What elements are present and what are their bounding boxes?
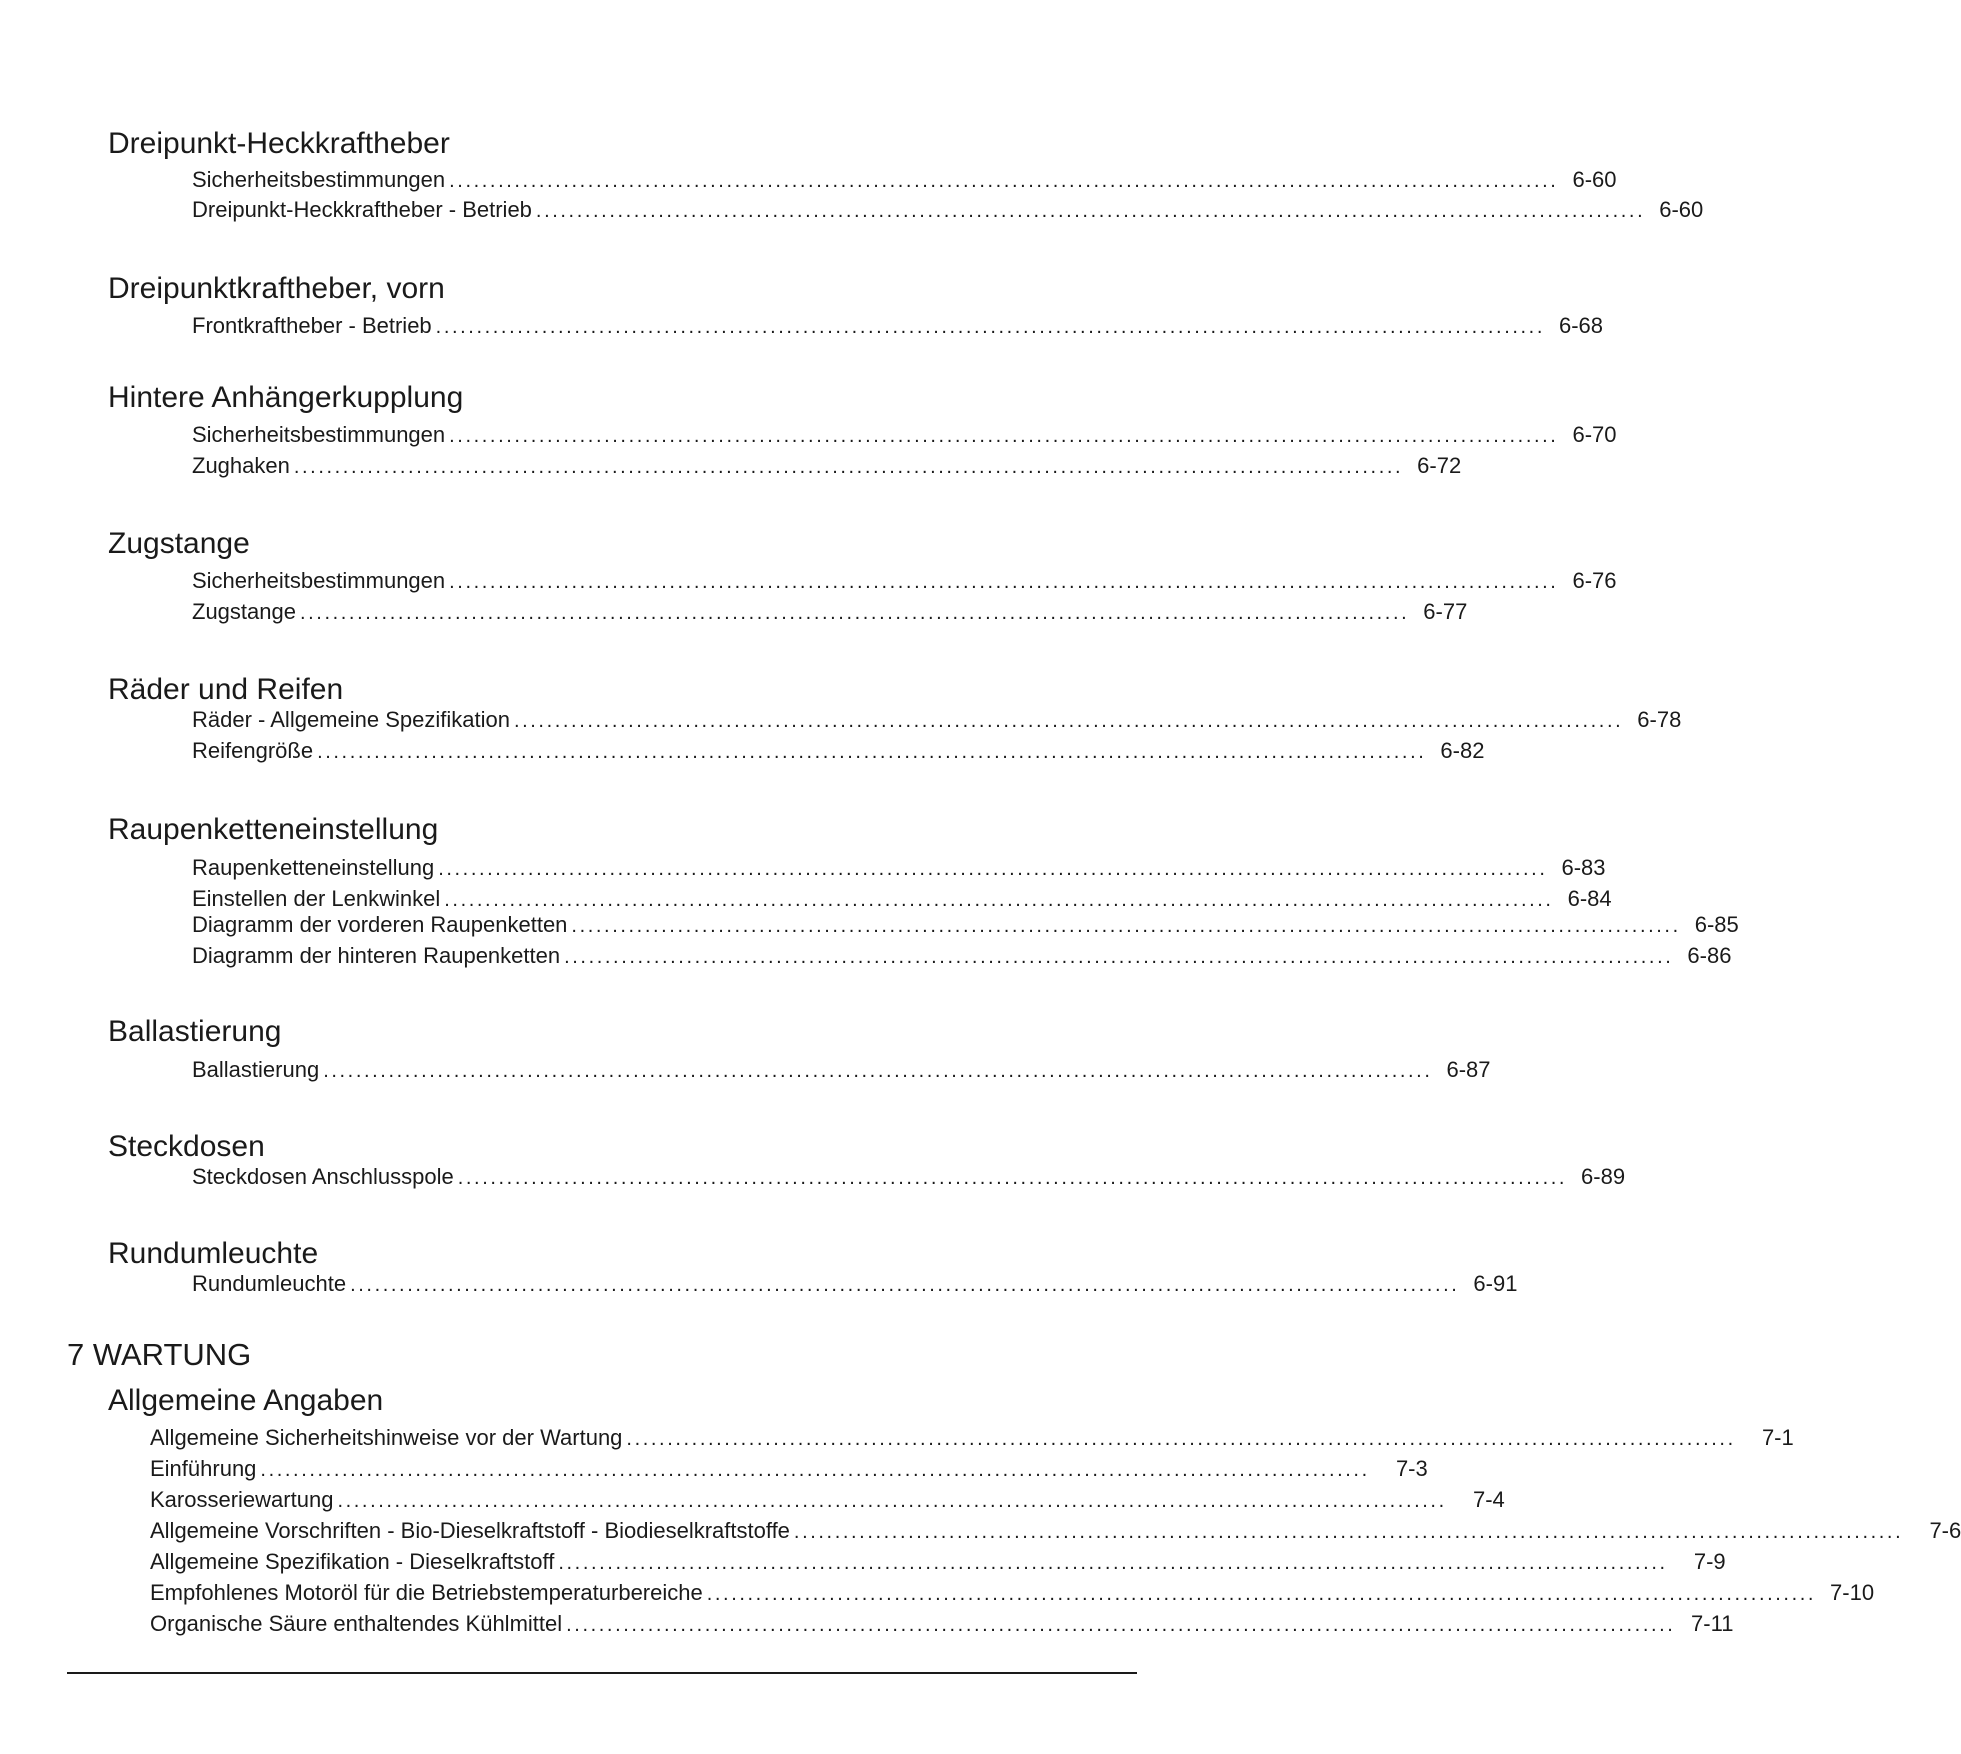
entry-label: Diagramm der hinteren Raupenketten bbox=[192, 943, 561, 968]
entry-page: 6-77 bbox=[1423, 599, 1468, 624]
dot-leader: ........................................................................................................................................ bbox=[558, 1552, 1668, 1574]
dot-leader: ........................................................................................................................................ bbox=[449, 571, 1559, 593]
entry-label: Diagramm der vorderen Raupenketten bbox=[192, 912, 568, 937]
toc-entry[interactable] bbox=[192, 453, 1462, 480]
section-heading: Hintere Anhängerkupplung bbox=[108, 381, 464, 414]
toc-entry[interactable] bbox=[192, 1271, 1518, 1298]
dot-leader: ........................................................................................................................................ bbox=[535, 200, 1646, 222]
entry-page: 7-4 bbox=[1472, 1487, 1505, 1512]
toc-entry[interactable] bbox=[192, 912, 1739, 939]
toc-entry[interactable] bbox=[150, 1487, 1505, 1514]
dot-leader: ........................................................................................................................................ bbox=[449, 425, 1559, 447]
dot-leader: ........................................................................................................................................ bbox=[317, 741, 1427, 763]
entry-label: Zugstange bbox=[192, 599, 296, 624]
entry-label: Empfohlenes Motoröl für die Betriebstemperaturbereiche bbox=[150, 1580, 703, 1605]
entry-page: 7-3 bbox=[1395, 1456, 1428, 1481]
dot-leader: ........................................................................................................................................ bbox=[564, 946, 1674, 968]
entry-label: Sicherheitsbestimmungen bbox=[192, 422, 446, 447]
entry-label: Organische Säure enthaltendes Kühlmittel bbox=[150, 1611, 563, 1636]
toc-entry[interactable] bbox=[192, 738, 1485, 765]
entry-label: Einführung bbox=[150, 1456, 257, 1481]
dot-leader: ........................................................................................................................................ bbox=[260, 1459, 1370, 1481]
section-heading: Ballastierung bbox=[108, 1015, 282, 1048]
dot-leader: ........................................................................................................................................ bbox=[299, 602, 1410, 624]
entry-label: Steckdosen Anschlusspole bbox=[192, 1164, 454, 1189]
dot-leader: ........................................................................................................................................ bbox=[626, 1428, 1736, 1450]
entry-page: 7-9 bbox=[1693, 1549, 1726, 1574]
toc-entry[interactable] bbox=[192, 943, 1732, 970]
section-heading: Raupenketteneinstellung bbox=[108, 813, 439, 846]
toc-entry[interactable] bbox=[192, 855, 1606, 882]
toc-entry[interactable] bbox=[150, 1580, 1875, 1607]
dot-leader: ........................................................................................................................................ bbox=[706, 1583, 1817, 1605]
dot-leader: ........................................................................................................................................ bbox=[571, 915, 1681, 937]
toc-entry[interactable] bbox=[150, 1456, 1428, 1483]
entry-page: 6-70 bbox=[1572, 422, 1617, 447]
entry-page: 7-11 bbox=[1691, 1611, 1734, 1636]
entry-page: 6-86 bbox=[1687, 943, 1732, 968]
section-heading: Dreipunktkraftheber, vorn bbox=[108, 272, 445, 305]
entry-page: 6-83 bbox=[1561, 855, 1606, 880]
toc-entry[interactable] bbox=[192, 707, 1682, 734]
entry-page: 6-78 bbox=[1637, 707, 1682, 732]
entry-label: Dreipunkt-Heckkraftheber - Betrieb bbox=[192, 197, 532, 222]
dot-leader: ........................................................................................................................................ bbox=[438, 858, 1548, 880]
entry-page: 7-10 bbox=[1830, 1580, 1875, 1605]
entry-page: 6-89 bbox=[1581, 1164, 1626, 1189]
toc-entry[interactable] bbox=[192, 886, 1612, 913]
entry-page: 6-60 bbox=[1572, 167, 1617, 192]
entry-label: Sicherheitsbestimmungen bbox=[192, 568, 446, 593]
toc-entry[interactable] bbox=[150, 1425, 1794, 1452]
dot-leader: ........................................................................................................................................ bbox=[457, 1167, 1568, 1189]
toc-entry[interactable] bbox=[150, 1518, 1961, 1545]
toc-entry[interactable] bbox=[192, 599, 1468, 626]
dot-leader: ........................................................................................................................................ bbox=[435, 316, 1545, 338]
entry-label: Einstellen der Lenkwinkel bbox=[192, 886, 441, 911]
entry-page: 6-82 bbox=[1440, 738, 1485, 763]
entry-label: Karosseriewartung bbox=[150, 1487, 334, 1512]
dot-leader: ........................................................................................................................................ bbox=[566, 1614, 1676, 1636]
entry-label: Allgemeine Sicherheitshinweise vor der Wartung bbox=[150, 1425, 623, 1450]
entry-page: 6-72 bbox=[1417, 453, 1462, 478]
bottom-rule bbox=[67, 1672, 1137, 1674]
toc-entry[interactable] bbox=[192, 1164, 1626, 1191]
entry-label: Allgemeine Spezifikation - Dieselkraftstoff bbox=[150, 1549, 555, 1574]
entry-label: Rundumleuchte bbox=[192, 1271, 347, 1296]
entry-label: Raupenketteneinstellung bbox=[192, 855, 435, 880]
toc-entry[interactable] bbox=[192, 313, 1604, 340]
entry-page: 6-91 bbox=[1473, 1271, 1518, 1296]
toc-entry[interactable] bbox=[192, 1057, 1491, 1084]
dot-leader: ........................................................................................................................................ bbox=[793, 1521, 1904, 1543]
dot-leader: ........................................................................................................................................ bbox=[293, 456, 1404, 478]
section-heading: Räder und Reifen bbox=[108, 673, 344, 706]
dot-leader: ........................................................................................................................................ bbox=[350, 1274, 1460, 1296]
dot-leader: ........................................................................................................................................ bbox=[513, 710, 1624, 732]
entry-label: Zughaken bbox=[192, 453, 290, 478]
entry-label: Frontkraftheber - Betrieb bbox=[192, 313, 432, 338]
entry-page: 6-68 bbox=[1558, 313, 1604, 338]
chapter-heading: 7 WARTUNG bbox=[67, 1337, 252, 1372]
dot-leader: ........................................................................................................................................ bbox=[444, 889, 1554, 911]
entry-page: 6-76 bbox=[1572, 568, 1617, 593]
entry-page: 7-1 bbox=[1761, 1425, 1794, 1450]
dot-leader: ........................................................................................................................................ bbox=[337, 1490, 1447, 1512]
entry-label: Sicherheitsbestimmungen bbox=[192, 167, 446, 192]
toc-entry[interactable] bbox=[150, 1611, 1734, 1638]
toc-entry[interactable] bbox=[150, 1549, 1726, 1576]
dot-leader: ........................................................................................................................................ bbox=[323, 1060, 1433, 1082]
toc-entry[interactable] bbox=[192, 197, 1704, 224]
entry-label: Ballastierung bbox=[192, 1057, 320, 1082]
section-heading: Dreipunkt-Heckkraftheber bbox=[108, 127, 450, 160]
toc-entry[interactable] bbox=[192, 167, 1617, 194]
toc-entry[interactable] bbox=[192, 568, 1617, 595]
entry-page: 6-85 bbox=[1694, 912, 1739, 937]
toc-entry[interactable] bbox=[192, 422, 1617, 449]
entry-page: 6-84 bbox=[1567, 886, 1612, 911]
section-heading: Allgemeine Angaben bbox=[108, 1384, 384, 1417]
section-heading: Zugstange bbox=[108, 527, 250, 560]
entry-label: Reifengröße bbox=[192, 738, 314, 763]
entry-page: 6-87 bbox=[1446, 1057, 1491, 1082]
entry-label: Allgemeine Vorschriften - Bio-Dieselkraftstoff - Biodieselkraftstoffe bbox=[150, 1518, 790, 1543]
entry-page: 6-60 bbox=[1659, 197, 1704, 222]
entry-page: 7-6 bbox=[1929, 1518, 1961, 1543]
dot-leader: ........................................................................................................................................ bbox=[449, 170, 1559, 192]
entry-label: Räder - Allgemeine Spezifikation bbox=[192, 707, 510, 732]
section-heading: Rundumleuchte bbox=[108, 1237, 319, 1270]
section-heading: Steckdosen bbox=[108, 1130, 265, 1163]
